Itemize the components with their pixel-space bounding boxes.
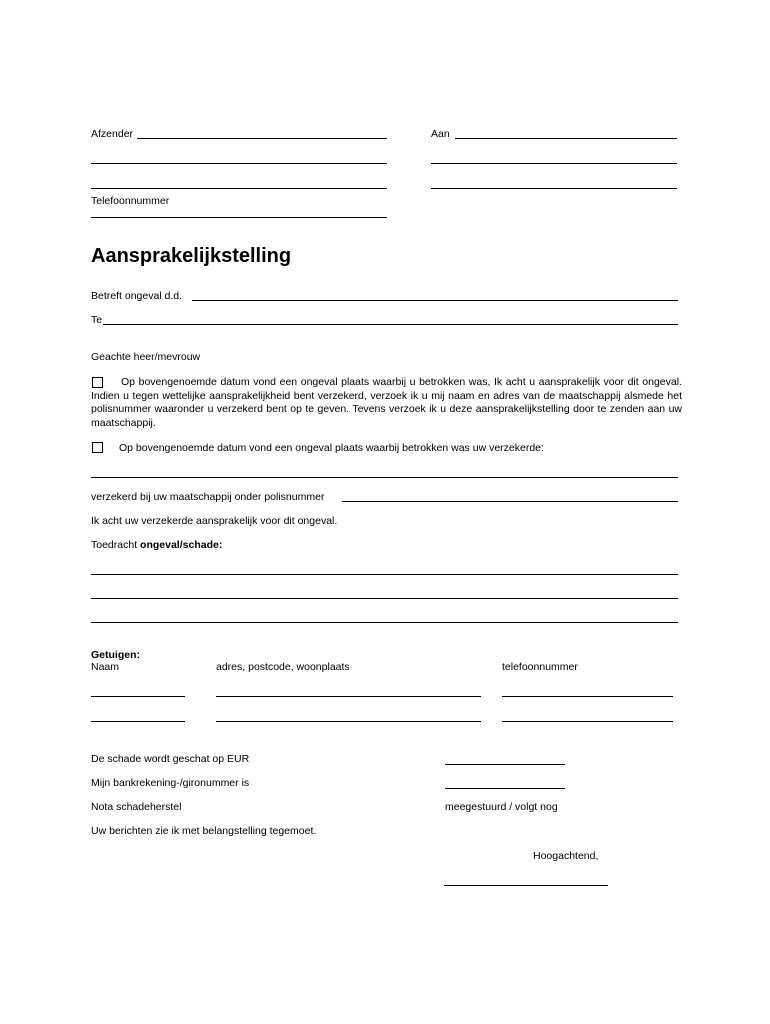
toedracht-line-3[interactable] <box>91 622 678 623</box>
polis-line[interactable] <box>342 501 678 502</box>
afzender-label: Afzender <box>91 128 134 140</box>
witness-col-tel: telefoonnummer <box>502 661 578 673</box>
witness2-naam-line[interactable] <box>91 721 185 722</box>
verzekerde-line[interactable] <box>91 477 678 478</box>
witness1-adres-line[interactable] <box>216 696 481 697</box>
witness2-adres-line[interactable] <box>216 721 481 722</box>
betreft-label: Betreft ongeval d.d. <box>91 290 183 302</box>
witness2-tel-line[interactable] <box>502 721 673 722</box>
option2-text: Op bovengenoemde datum vond een ongeval plaats waarbij betrokken was uw verzekerde: <box>119 442 544 454</box>
telefoon-line[interactable] <box>91 217 387 218</box>
toedracht-heading <box>91 539 222 552</box>
schade-line[interactable] <box>445 764 565 765</box>
liable-text: Ik acht uw verzekerde aansprakelijk voor dit ongeval. <box>91 515 338 527</box>
signature-line[interactable] <box>444 885 608 886</box>
nota-label: Nota schadeherstel <box>91 801 182 813</box>
polis-label: verzekerd bij uw maatschappij onder polisnummer <box>91 491 325 503</box>
nota-value[interactable]: meegestuurd / volgt nog <box>445 801 558 813</box>
closing-text: Uw berichten zie ik met belangstelling tegemoet. <box>91 825 317 837</box>
witness1-naam-line[interactable] <box>91 696 185 697</box>
afzender-line-3[interactable] <box>91 188 387 189</box>
aan-line-2[interactable] <box>431 163 677 164</box>
betreft-line[interactable] <box>192 300 678 301</box>
greeting: Geachte heer/mevrouw <box>91 351 201 363</box>
schade-label: De schade wordt geschat op EUR <box>91 753 250 765</box>
toedracht-line-1[interactable] <box>91 574 678 575</box>
telefoon-label: Telefoonnummer <box>91 195 170 207</box>
bank-line[interactable] <box>445 788 565 789</box>
witness-col-naam: Naam <box>91 661 120 673</box>
witness1-tel-line[interactable] <box>502 696 673 697</box>
aan-label: Aan <box>431 128 450 140</box>
page-title: Aansprakelijkstelling <box>91 245 292 267</box>
option2-checkbox[interactable] <box>92 442 103 453</box>
option1-text: Op bovengenoemde datum vond een ongeval plaats waarbij u betrokken was, Ik acht u aansprakelijk voor dit ongeval. Indien u tegen wettelijke aansprakelijkheid bent verzekerd, verzoek ik u mij naam en adres van de maatschappij alsmede het polisnummer waaronder u verzekerd bent op te geven. Tevens verzoek ik u deze aansprakelijkstelling door te zenden aan uw maatschappij. <box>91 376 682 429</box>
witnesses-title: Getuigen: <box>91 649 140 661</box>
afzender-line-1[interactable] <box>137 138 387 139</box>
witness-col-adres: adres, postcode, woonplaats <box>216 661 350 673</box>
aan-line-1[interactable] <box>455 138 677 139</box>
toedracht-line-2[interactable] <box>91 598 678 599</box>
toedracht-bold: ongeval/schade: <box>140 539 223 551</box>
bank-label: Mijn bankrekening-/gironummer is <box>91 777 250 789</box>
toedracht-label: Toedracht <box>91 539 138 551</box>
signoff: Hoogachtend, <box>533 850 599 862</box>
te-label: Te <box>91 314 103 326</box>
te-line[interactable] <box>103 324 678 325</box>
afzender-line-2[interactable] <box>91 163 387 164</box>
aan-line-3[interactable] <box>431 188 677 189</box>
